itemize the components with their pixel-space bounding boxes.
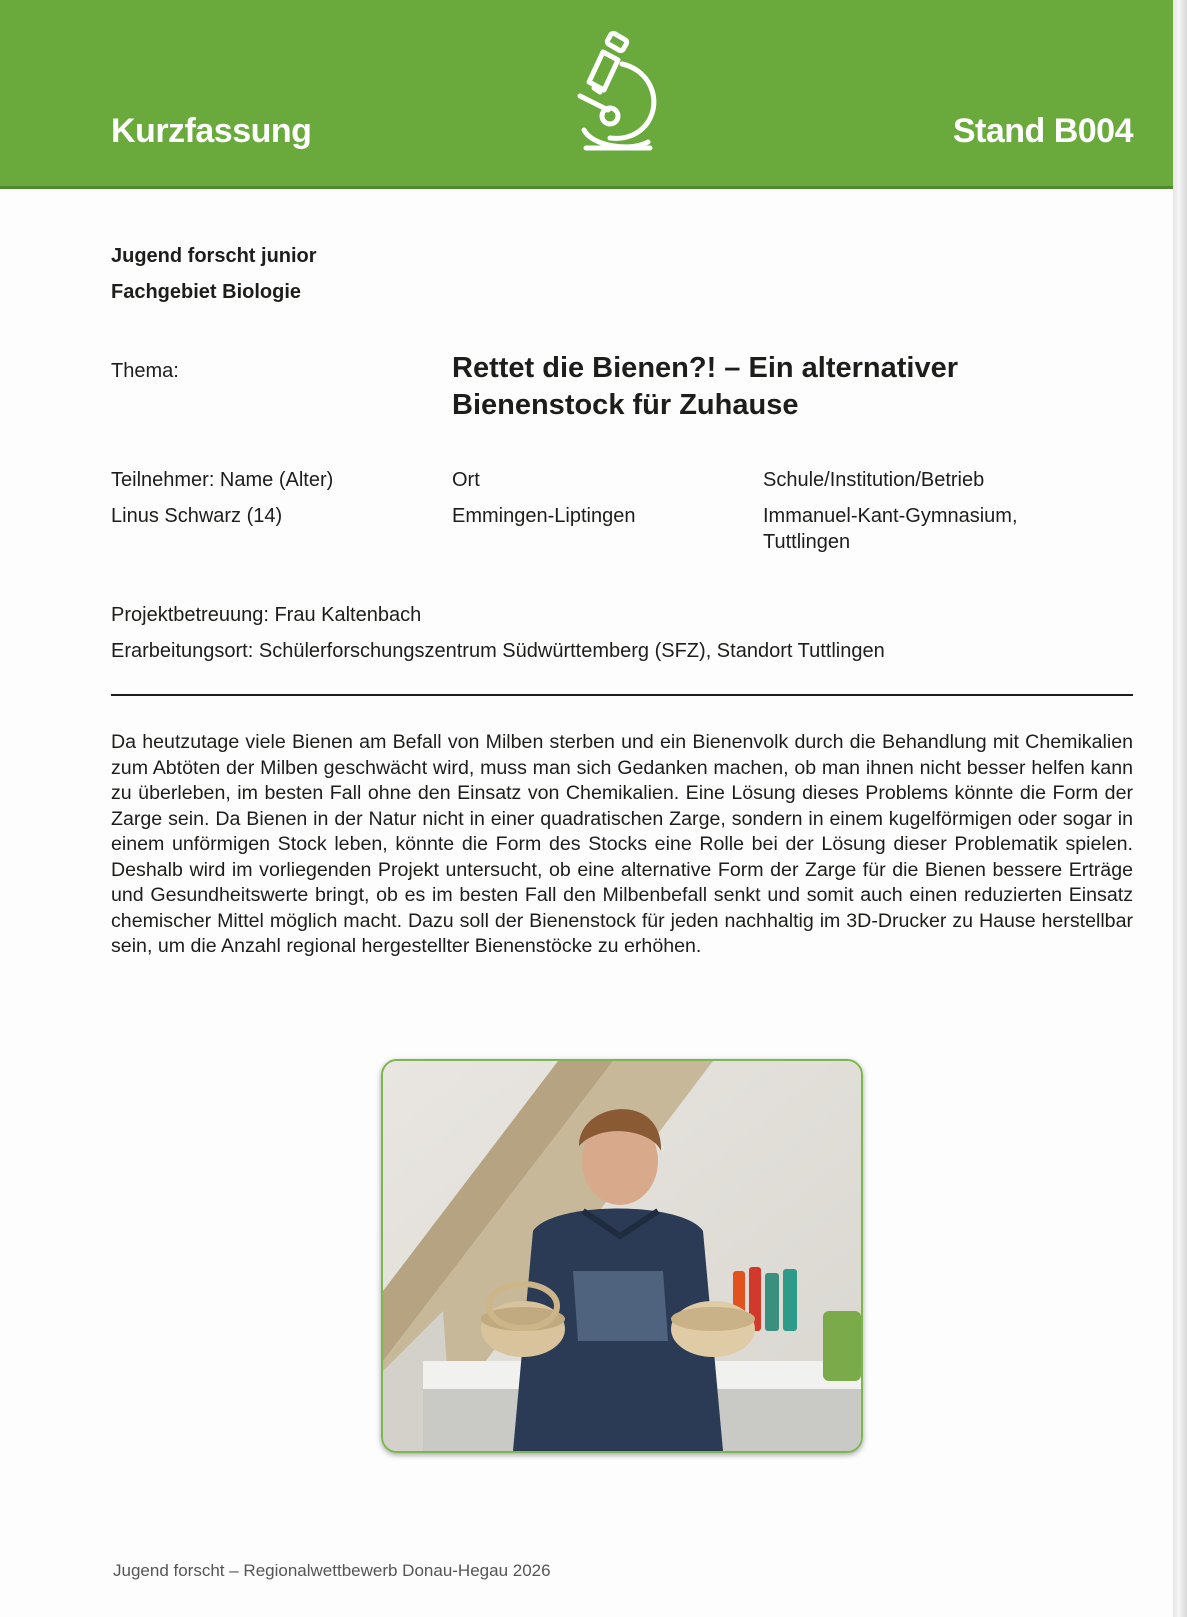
competition-name: Jugend forscht junior xyxy=(111,245,317,267)
header-title: Kurzfassung xyxy=(111,112,312,150)
participant-school xyxy=(763,503,1018,555)
participant-school-line2: Tuttlingen xyxy=(763,531,851,553)
participant-school-header: Schule/Institution/Betrieb xyxy=(763,469,985,491)
participant-photo xyxy=(381,1059,863,1453)
competition-info xyxy=(111,238,317,310)
topic-title-line1: Rettet die Bienen?! – Ein alternativer xyxy=(452,352,959,384)
topic-title xyxy=(452,350,1092,424)
microscope-icon xyxy=(570,30,670,160)
header-banner xyxy=(0,0,1173,189)
topic-title-line2: Bienenstock für Zuhause xyxy=(452,389,799,421)
participant-school-line1: Immanuel-Kant-Gymnasium, xyxy=(763,505,1018,527)
work-location: Erarbeitungsort: Schülerforschungszentrum Südwürttemberg (SFZ), Standort Tuttlingen xyxy=(111,640,885,662)
competition-field: Fachgebiet Biologie xyxy=(111,281,302,303)
divider xyxy=(111,694,1133,696)
participant-location: Emmingen-Liptingen xyxy=(452,505,636,527)
participant-name: Linus Schwarz (14) xyxy=(111,505,283,527)
abstract-text: Da heutzutage viele Bienen am Befall von Milben sterben und ein Bienenvolk durch die Behandlung mit Chemikalien zum Abtöten der Milben geschwächt wird, muss man sich Gedanken machen, ob man ihnen nicht besser helfen kann zu überleben, im besten Fall ohne den Einsatz von Chemikalien. Eine Lösung dieses Problems könnte die Form der Zarge sein. Da Bienen in der Natur nicht in einer quadratischen Zarge, sondern in einem kugelförmigen oder sogar in einem unförmigen Stock leben, könnte die Form des Stocks eine Rolle bei der Lösung dieser Problematik spielen. Deshalb wird im vorliegenden Projekt untersucht, ob eine alternative Form der Zarge für die Bienen bessere Erträge und Gesundheitswerte bringt, ob es im besten Fall den Milbenbefall senkt und somit auch einen reduzierten Einsatz chemischer Mittel möglich macht. Dazu soll der Bienenstock für jeden nachhaltig im 3D-Drucker zu Hause herstellbar sein, um die Anzahl regional hergestellter Bienenstöcke zu erhöhen. xyxy=(111,731,1133,957)
footer-text: Jugend forscht – Regionalwettbewerb Donau-Hegau 2026 xyxy=(113,1561,551,1580)
photo-illustration xyxy=(383,1061,861,1451)
participant-location-header: Ort xyxy=(452,469,480,491)
participant-name-header: Teilnehmer: Name (Alter) xyxy=(111,469,334,491)
topic-label: Thema: xyxy=(111,360,179,382)
page-edge xyxy=(1173,0,1187,1617)
project-supervisor: Projektbetreuung: Frau Kaltenbach xyxy=(111,604,422,626)
stand-label: Stand B004 xyxy=(952,112,1133,150)
